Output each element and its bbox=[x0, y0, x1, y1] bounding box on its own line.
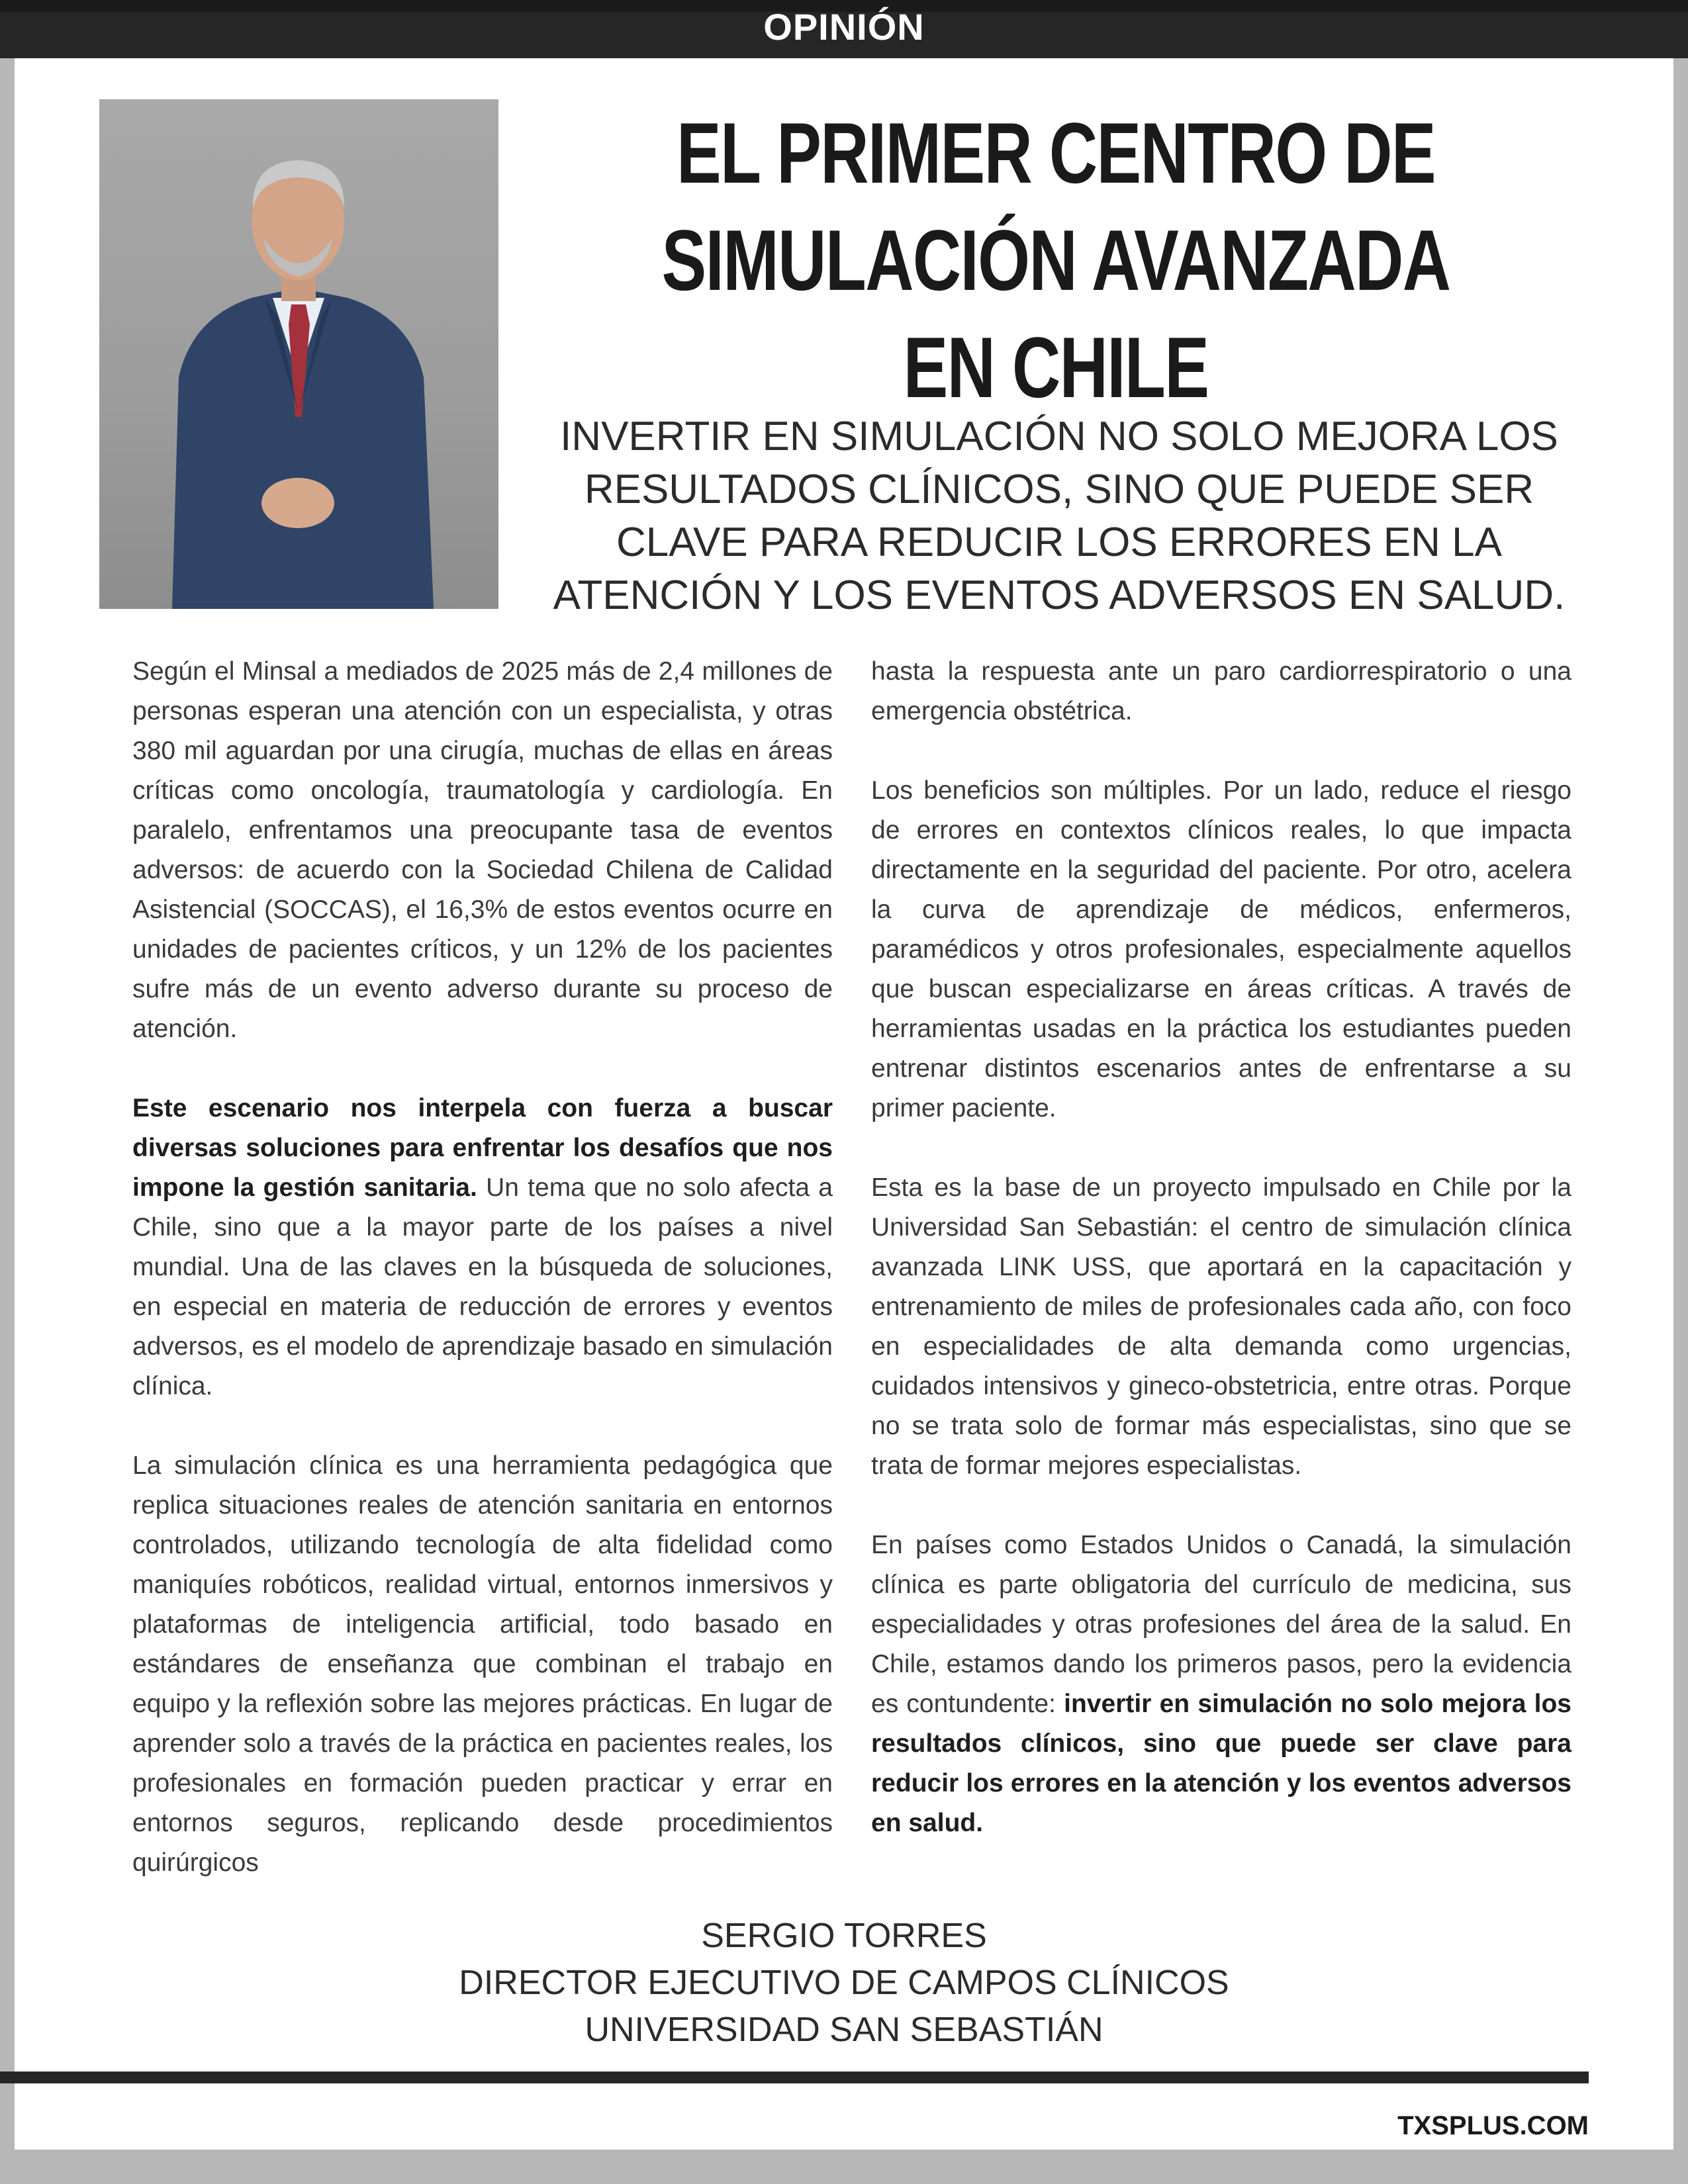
author-name: SERGIO TORRES bbox=[701, 1917, 987, 1955]
paragraph: Esta es la base de un proyecto impulsado en Chile por la Universidad San Sebastián: el centro de simulación clínica avanzada LINK USS, que aportará en la capacitación y entrenamiento de miles de profesionales cada año, con foco en especialidades de alta demanda como urgencias, cuidados intensivos y gineco-obstetricia, entre otras. Porque no se trata solo de formar más especialistas, sino que se trata de formar mejores especialistas. bbox=[871, 1173, 1571, 1480]
bold-lead: Este escenario nos interpela con fuerza a buscar diversas soluciones para enfrentar los desafíos que nos impone la gestión sanitaria. bbox=[132, 1094, 833, 1202]
author-institution: UNIVERSIDAD SAN SEBASTIÁN bbox=[585, 2011, 1103, 2049]
right-border bbox=[1673, 58, 1688, 2150]
article-title: EL PRIMER CENTRO DE SIMULACIÓN AVANZADA EN CHILE bbox=[661, 105, 1450, 416]
author-photo bbox=[99, 99, 498, 609]
site-url[interactable]: TXSPLUS.COM bbox=[1397, 2111, 1589, 2140]
paragraph: La simulación clínica es una herramienta pedagógica que replica situaciones reales de atención sanitaria en entornos controlados, utilizando tecnología de alta fidelidad como maniquíes robóticos, realidad virtual, entornos inmersivos y plataformas de inteligencia artificial, todo basado en estándares de enseñanza que combinan el trabajo en equipo y la reflexión sobre las mejores prácticas. En lugar de aprender solo a través de la práctica en pacientes reales, los profesionales en formación pueden practicar y errar en entornos seguros, replicando desde procedimientos quirúrgicos bbox=[132, 1451, 833, 1877]
article-column-right bbox=[871, 652, 1571, 1883]
paragraph: Según el Minsal a mediados de 2025 más de 2,4 millones de personas esperan una atención con un especialista, y otras 380 mil aguardan por una cirugía, muchas de ellas en áreas críticas como oncología, traumatología y cardiología. En paralelo, enfrentamos una preocupante tasa de eventos adversos: de acuerdo con la Sociedad Chilena de Calidad Asistencial (SOCCAS), el 16,3% de estos eventos ocurre en unidades de pacientes críticos, y un 12% de los pacientes sufre más de un evento adverso durante su proceso de atención. bbox=[132, 657, 833, 1043]
footer-rule bbox=[0, 2071, 1589, 2083]
paragraph-text: En países como Estados Unidos o Canadá, la simulación clínica es parte obligatoria del currículo de medicina, sus especialidades y otras profesiones del área de la salud. En Chile, estamos dando los primeros pasos, pero la evidencia es contundente: bbox=[871, 1531, 1571, 1718]
paragraph bbox=[871, 1525, 1571, 1843]
author-byline bbox=[0, 1913, 1688, 2054]
author-role: DIRECTOR EJECUTIVO DE CAMPOS CLÍNICOS bbox=[459, 1964, 1229, 2002]
left-border bbox=[0, 58, 15, 2150]
article-subtitle: INVERTIR EN SIMULACIÓN NO SOLO MEJORA LOS RESULTADOS CLÍNICOS, SINO QUE PUEDE SER CLAVE PARA REDUCIR LOS ERRORES EN LA ATENCIÓN Y LOS EVENTOS ADVERSOS EN SALUD. bbox=[553, 414, 1566, 618]
paragraph bbox=[132, 1089, 833, 1406]
paragraph: Los beneficios son múltiples. Por un lado, reduce el riesgo de errores en contextos clínicos reales, lo que impacta directamente en la seguridad del paciente. Por otro, acelera la curva de aprendizaje de médicos, enfermeros, paramédicos y otros profesionales, especialmente aquellos que buscan especializarse en áreas críticas. A través de herramientas usadas en la práctica los estudiantes pueden entrenar distintos escenarios antes de enfrentarse a su primer paciente. bbox=[871, 776, 1571, 1122]
article-column-left bbox=[132, 652, 833, 1923]
paragraph: hasta la respuesta ante un paro cardiorrespiratorio o una emergencia obstétrica. bbox=[871, 657, 1571, 725]
author-portrait-illustration bbox=[99, 99, 498, 609]
section-label: OPINIÓN bbox=[763, 6, 925, 48]
bold-conclusion: invertir en simulación no solo mejora los resultados clínicos, sino que puede ser clave para reducir los errores en la atención y los eventos adversos en salud. bbox=[871, 1690, 1571, 1837]
bottom-border bbox=[0, 2150, 1688, 2184]
paragraph-text: Un tema que no solo afecta a Chile, sino que a la mayor parte de los países a nivel mundial. Una de las claves en la búsqueda de soluciones, en especial en materia de reducción de errores y eventos adversos, es el modelo de aprendizaje basado en simulación clínica. bbox=[132, 1173, 833, 1400]
